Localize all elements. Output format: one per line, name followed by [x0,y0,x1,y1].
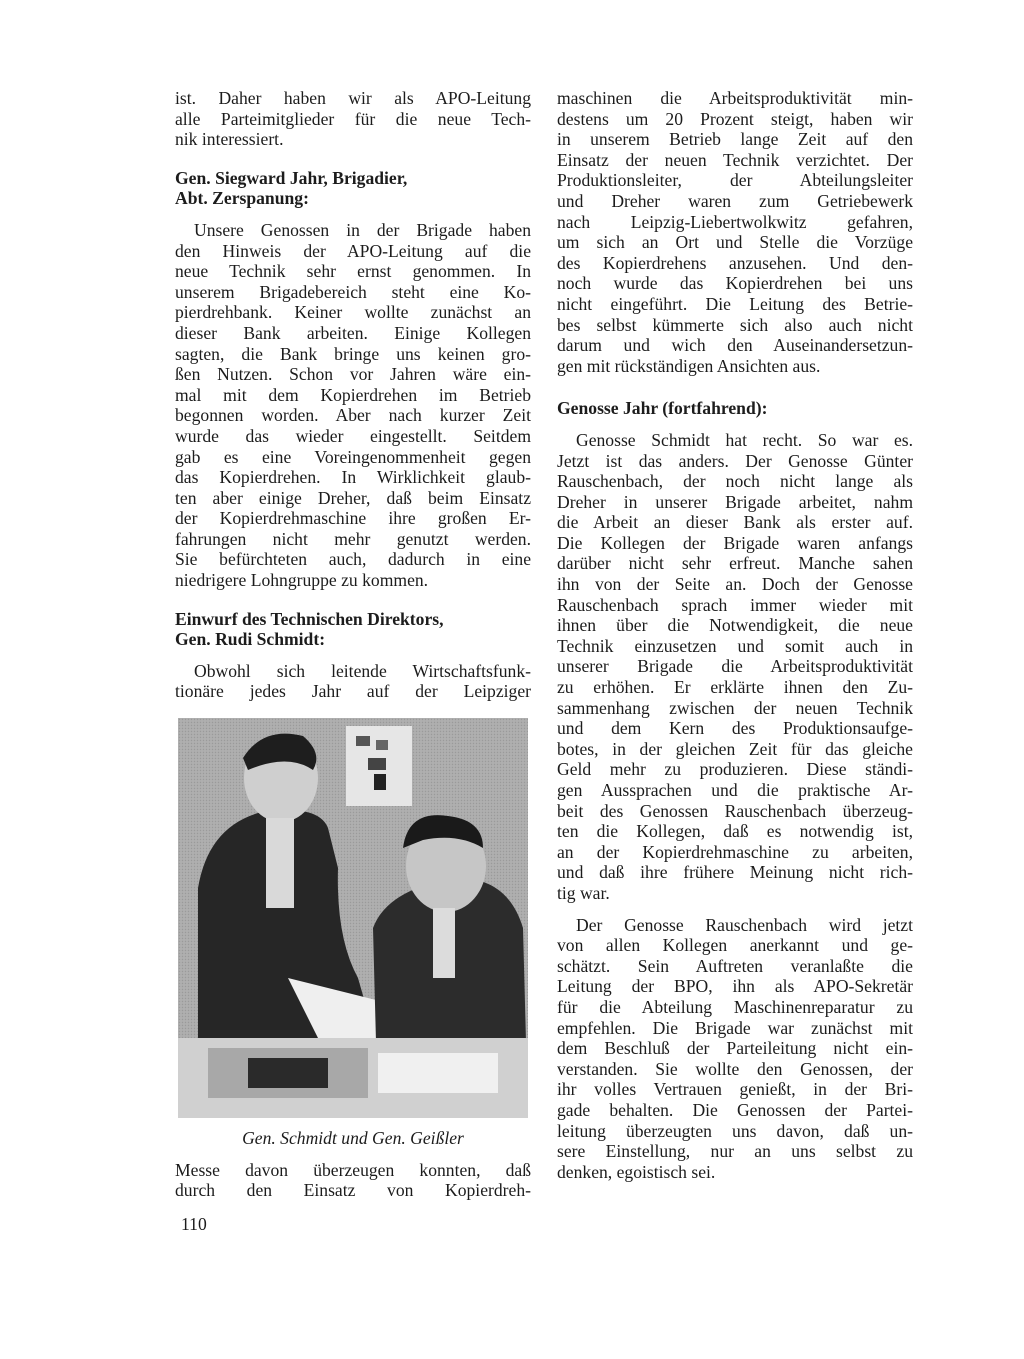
text-line: leitung überzeugten uns davon, daß un- [557,1120,913,1141]
text-line: Sie befürchteten auch, dadurch in eine [175,549,531,570]
text-line: tig war. [557,882,610,903]
text-line: gab es eine Voreingenommenheit gegen [175,446,531,467]
left-column [175,88,531,1201]
text-line: sagten, die Bank bringe uns keinen gro- [175,343,531,364]
text-line: mal mit dem Kopierdrehen im Betrieb [175,384,531,405]
paragraph [175,1160,531,1201]
text-line: ten die Kollegen, daß es notwendig ist, [557,821,913,842]
text-line: ten aber einige Dreher, daß beim Einsatz [175,487,531,508]
photo [178,718,528,1118]
text-line: nach Leipzig-Liebertwolkwitz gefahren, [557,211,913,232]
text-line: Produktionsleiter, der Abteilungsleiter [557,170,913,191]
text-line: sammenhang zwischen der neuen Technik [557,697,913,718]
text-line: Rauschenbach, der noch nicht lange als [557,471,913,492]
paragraph [557,88,913,376]
heading-line: Einwurf des Technischen Direktors, [175,608,444,629]
paragraph [175,220,531,591]
text-line: Geld mehr zu produzieren. Diese ständi- [557,759,913,780]
text-line: dieser Bank arbeiten. Einige Kollegen [175,322,531,343]
text-line: maschinen die Arbeitsproduktivität min- [557,88,913,108]
page-number: 110 [181,1214,207,1234]
text-line: ihnen über die Notwendigkeit, die neue [557,615,913,636]
text-line: und Dreher waren zum Getriebewerk [557,190,913,211]
text-line: destens um 20 Prozent steigt, haben wir [557,108,913,129]
text-line: Unsere Genossen in der Brigade haben [194,219,531,240]
text-line: verstanden. Sie wollte den Genossen, der [557,1058,913,1079]
text-line: ihn von der Seite an. Doch der Genosse [557,574,913,595]
text-line: Einsatz der neuen Technik verzichtet. Der [557,149,913,170]
text-line: des Kopierdrehens anzusehen. Und den- [557,252,913,273]
text-line: fahrungen nicht mehr genutzt werden. [175,528,531,549]
text-line: und daß ihre frühere Meinung nicht rich- [557,862,913,883]
text-line: Jetzt ist das anders. Der Genosse Günter [557,450,913,471]
paragraph [557,430,913,904]
text-line: in unserem Betrieb lange Zeit auf den [557,129,913,150]
text-line: sere Einstellung, nur an uns selbst zu [557,1141,913,1162]
text-line: das Kopierdrehen. In Wirklichkeit glaub- [175,467,531,488]
speaker-heading [175,609,531,650]
text-line: der Kopierdrehmaschine ihre großen Er- [175,508,531,529]
text-line: gen Aussprachen und die praktische Ar- [557,780,913,800]
text-line: an der Kopierdrehmaschine zu arbeiten, [557,841,913,862]
text-line: Obwohl sich leitende Wirtschaftsfunk- [194,660,531,681]
speaker-heading: Genosse Jahr (fortfahrend): [557,398,768,419]
text-line: niedrigere Lohngruppe zu kommen. [175,570,429,591]
photo-caption: Gen. Schmidt und Gen. Geißler [242,1128,464,1149]
text-line: schätzt. Sein Auftreten veranlaßte die [557,955,913,976]
text-line: beit des Genossen Rauschenbach überzeug- [557,800,913,821]
text-line: nik interessiert. [175,129,284,150]
text-line: dem Beschluß der Parteileitung nicht ein- [557,1038,913,1059]
text-line: um sich an Ort und Stelle die Vorzüge [557,232,913,253]
paragraph [557,915,913,1183]
heading-line: Abt. Zerspanung: [175,188,309,209]
text-line: darum und wich den Auseinandersetzun- [557,335,913,356]
text-line: den Hinweis der APO-Leitung auf die [175,240,531,261]
text-line: Leitung der BPO, ihn als APO-Sekretär [557,976,913,997]
text-line: von allen Kollegen anerkannt und ge- [557,935,913,956]
text-line: für die Abteilung Maschinenreparatur zu [557,996,913,1017]
text-line: denken, egoistisch sei. [557,1161,716,1182]
text-line: ihr volles Vertrauen genießt, in der Bri- [557,1079,913,1100]
text-line: und dem Kern des Produktionsaufge- [557,718,913,739]
text-line: unserer Brigade die Arbeitsproduktivität [557,656,913,677]
text-line: zu erhöhen. Er erklärte ihnen den Zu- [557,677,913,698]
text-line: nicht eingeführt. Die Leitung des Betrie- [557,293,913,314]
paragraph [175,661,531,702]
text-line: alle Parteimitglieder für die neue Tech- [175,108,531,129]
text-line: ßen Nutzen. Schon vor Jahren wäre ein- [175,364,531,385]
text-line: noch wurde das Kopierdrehen bei uns [557,273,913,294]
text-line: Die Kollegen der Brigade waren anfangs [557,532,913,553]
text-line: pierdrehbank. Keiner wollte zunächst an [175,302,531,323]
intro-paragraph [175,88,531,150]
text-line: tionäre jedes Jahr auf der Leipziger [175,681,531,702]
photo-image [178,718,528,1118]
text-line: Der Genosse Rauschenbach wird jetzt [576,914,913,935]
text-line: Genosse Schmidt hat recht. So war es. [576,429,913,450]
text-line: botes, in der gleichen Zeit für das gleiche [557,738,913,759]
text-line: Dreher in unserer Brigade arbeitet, nahm [557,491,913,512]
text-line: Rauschenbach sprach immer wieder mit [557,594,913,615]
text-line: wurde das wieder eingestellt. Seitdem [175,425,531,446]
text-line: gen mit rückständigen Ansichten aus. [557,355,821,376]
heading-line: Gen. Rudi Schmidt: [175,629,326,650]
text-line: begonnen worden. Aber nach kurzer Zeit [175,405,531,426]
text-line: durch den Einsatz von Kopierdreh- [175,1180,531,1201]
text-line: die Arbeit an dieser Bank als erster auf. [557,512,913,533]
text-line: ist. Daher haben wir als APO-Leitung [175,88,531,108]
text-line: unserem Brigadebereich steht eine Ko- [175,281,531,302]
text-line: darüber nicht sehr erfreut. Manche sahen [557,553,913,574]
speaker-heading [175,168,531,209]
text-line: empfehlen. Die Brigade war zunächst mit [557,1017,913,1038]
right-column [557,88,913,1182]
text-line: Technik einzusetzen und somit auch in [557,635,913,656]
text-line: neue Technik sehr ernst genommen. In [175,261,531,282]
text-line: Messe davon überzeugen konnten, daß [175,1159,531,1180]
text-line: bes selbst kümmerte sich also auch nicht [557,314,913,335]
heading-line: Gen. Siegward Jahr, Brigadier, [175,167,408,188]
text-line: gade behalten. Die Genossen der Partei- [557,1099,913,1120]
